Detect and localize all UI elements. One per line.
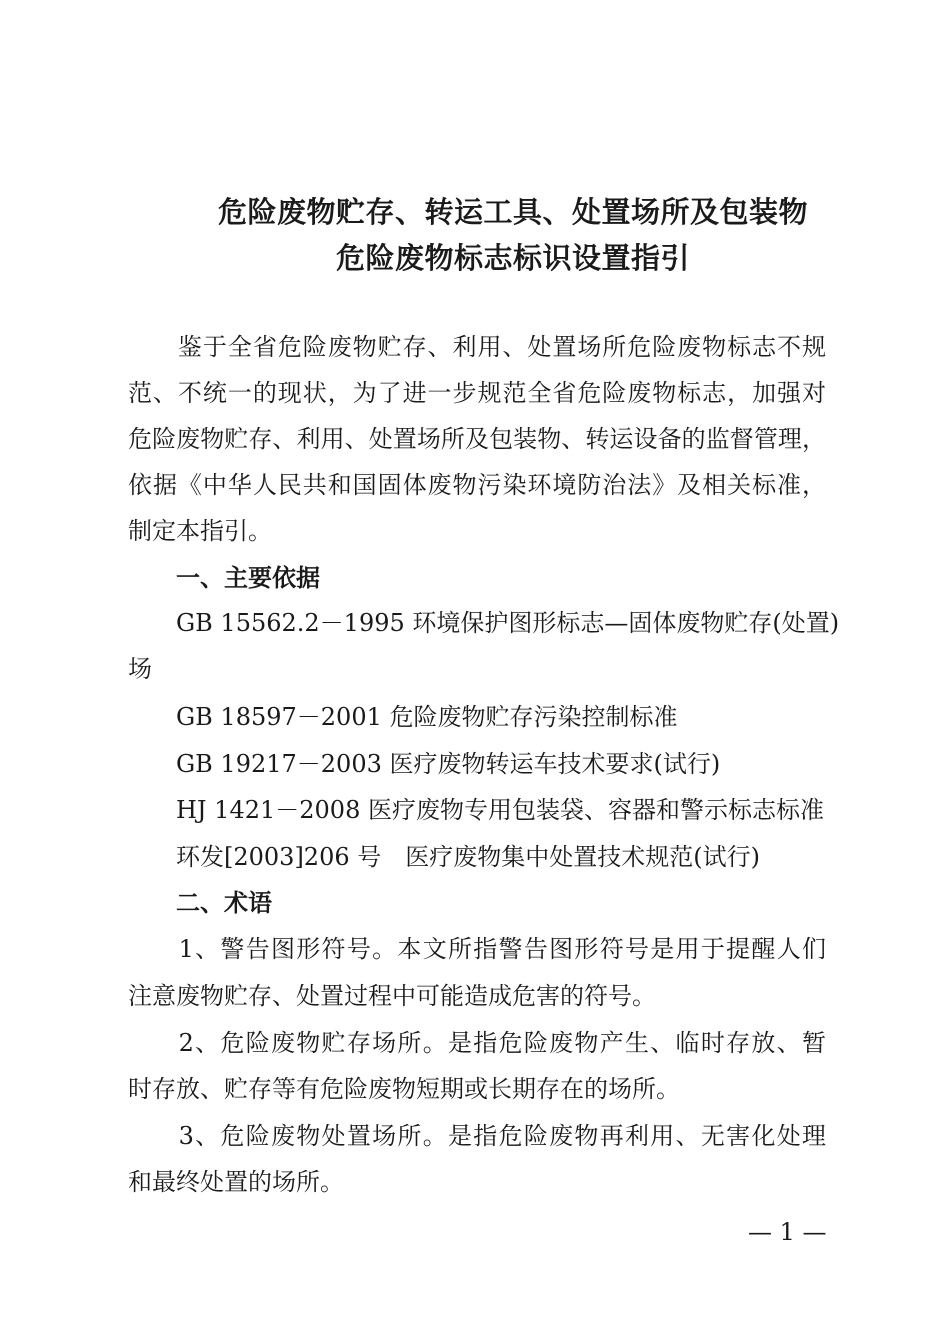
- term-line: 2、危险废物贮存场所。是指危险废物产生、临时存放、暂: [128, 1029, 826, 1057]
- basis-line: GB 15562.2－1995 环境保护图形标志—固体废物贮存(处置): [128, 609, 840, 637]
- term-line: 1、警告图形符号。本文所指警告图形符号是用于提醒人们: [128, 935, 826, 963]
- basis-line: 环发[2003]206 号 医疗废物集中处置技术规范(试行): [128, 843, 760, 871]
- intro-line: 鉴于全省危险废物贮存、利用、处置场所危险废物标志不规: [128, 333, 826, 361]
- term-line: 注意废物贮存、处置过程中可能造成危害的符号。: [128, 982, 656, 1010]
- document-title-line-2: 危险废物标志标识设置指引: [335, 241, 690, 275]
- term-line: 3、危险废物处置场所。是指危险废物再利用、无害化处理: [128, 1122, 826, 1150]
- intro-line: 危险废物贮存、利用、处置场所及包装物、转运设备的监督管理，: [128, 425, 826, 453]
- section-heading-basis: 一、主要依据: [128, 564, 320, 592]
- section-heading-terms: 二、术语: [128, 889, 272, 917]
- basis-line: GB 19217－2003 医疗废物转运车技术要求(试行): [128, 750, 721, 778]
- document-title-line-1: 危险废物贮存、转运工具、处置场所及包装物: [217, 195, 808, 229]
- term-line: 时存放、贮存等有危险废物短期或长期存在的场所。: [128, 1075, 680, 1103]
- intro-line: 范、不统一的现状，为了进一步规范全省危险废物标志，加强对: [128, 379, 826, 407]
- intro-line: 依据《中华人民共和国固体废物污染环境防治法》及相关标准，: [128, 471, 826, 499]
- basis-line: HJ 1421－2008 医疗废物专用包装袋、容器和警示标志标准: [128, 796, 824, 824]
- basis-line: GB 18597－2001 危险废物贮存污染控制标准: [128, 703, 678, 731]
- intro-line: 制定本指引。: [128, 517, 272, 545]
- page-number: — 1 —: [748, 1218, 827, 1246]
- term-line: 和最终处置的场所。: [128, 1168, 344, 1196]
- basis-line: 场: [128, 655, 152, 683]
